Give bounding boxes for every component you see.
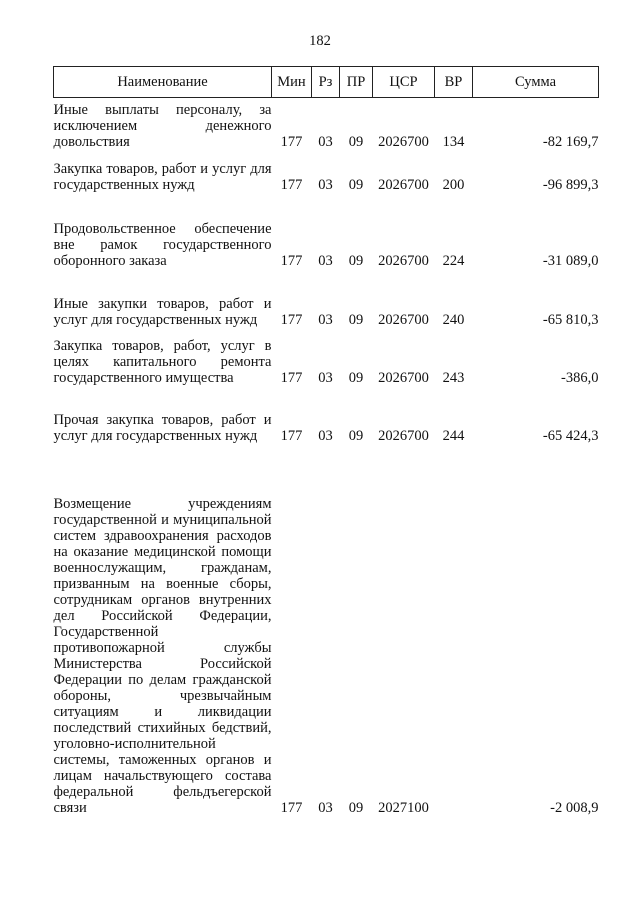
row-sum: -96 899,3 [542,176,599,193]
row-name: Продовольственное обеспечение вне рамок государственного оборонного заказа [53,220,272,269]
row-min: 177 [280,799,303,816]
row-min: 177 [280,369,303,386]
row-sum: -65 810,3 [542,311,599,328]
row-min: 177 [280,176,303,193]
row-min: 177 [280,252,303,269]
header-name: Наименование [54,67,272,98]
row-vr: 244 [442,427,465,444]
row-vr: 134 [442,133,465,150]
row-pr: 09 [348,369,364,386]
header-min: Мин [272,67,312,98]
row-sum: -31 089,0 [542,252,599,269]
row-name: Иные закупки товаров, работ и услуг для государственных нужд [53,295,272,328]
row-name: Иные выплаты персоналу, за исключением денежного довольствия [53,101,272,150]
row-csr: 2026700 [378,133,429,150]
row-rz: 03 [318,133,333,150]
row-pr: 09 [348,133,364,150]
row-rz: 03 [318,176,333,193]
row-csr: 2026700 [378,311,429,328]
row-pr: 09 [348,799,364,816]
budget-table [53,66,599,816]
row-csr: 2026700 [378,427,429,444]
table-row [54,386,599,444]
table-header [54,67,599,98]
row-vr [435,444,473,816]
table-row [54,269,599,328]
row-name: Закупка товаров, работ и услуг для государственных нужд [53,160,272,193]
row-pr: 09 [348,252,364,269]
row-csr: 2026700 [378,176,429,193]
row-pr: 09 [348,176,364,193]
row-name: Закупка товаров, работ, услуг в целях капитального ремонта государственного имущества [53,337,272,386]
row-vr: 243 [442,369,465,386]
page-number: 182 [309,33,331,49]
row-min: 177 [280,311,303,328]
header-vr: ВР [435,67,473,98]
row-min: 177 [280,427,303,444]
table-row [54,328,599,386]
row-rz: 03 [318,799,333,816]
row-csr: 2026700 [378,369,429,386]
row-name: Прочая закупка товаров, работ и услуг для государственных нужд [53,411,272,444]
table-row [54,444,599,816]
header-rz: Рз [312,67,340,98]
row-vr: 200 [442,176,465,193]
row-sum: -2 008,9 [550,799,599,816]
row-csr: 2026700 [378,252,429,269]
row-vr: 240 [442,311,465,328]
row-min: 177 [280,133,303,150]
row-rz: 03 [318,252,333,269]
header-csr: ЦСР [373,67,435,98]
row-sum: -65 424,3 [542,427,599,444]
row-pr: 09 [348,427,364,444]
table-row [54,150,599,193]
row-rz: 03 [318,311,333,328]
table-row [54,193,599,269]
row-rz: 03 [318,427,333,444]
row-rz: 03 [318,369,333,386]
header-pr: ПР [340,67,373,98]
row-sum: -386,0 [561,369,599,386]
row-csr: 2027100 [378,799,429,816]
header-sum: Сумма [473,67,599,98]
row-pr: 09 [348,311,364,328]
row-name: Возмещение учреждениям государственной и муниципальной систем здравоохранения расходов на оказание медицинской помощи военнослужащим, гражданам, призванным на военные сборы, сотрудникам органов внутренних дел Российской Федерации, Государственной противопожарной службы Министерства Российской Федерации по делам гражданской обороны, чрезвычайным ситуациям и ликвидации последствий стихийных бедствий, уголовно-исполнительной системы, таможенных органов и лицам начальствующего состава федеральной фельдъегерской связи [53,495,272,816]
row-sum: -82 169,7 [542,133,599,150]
table-row [54,98,599,150]
row-vr: 224 [442,252,465,269]
